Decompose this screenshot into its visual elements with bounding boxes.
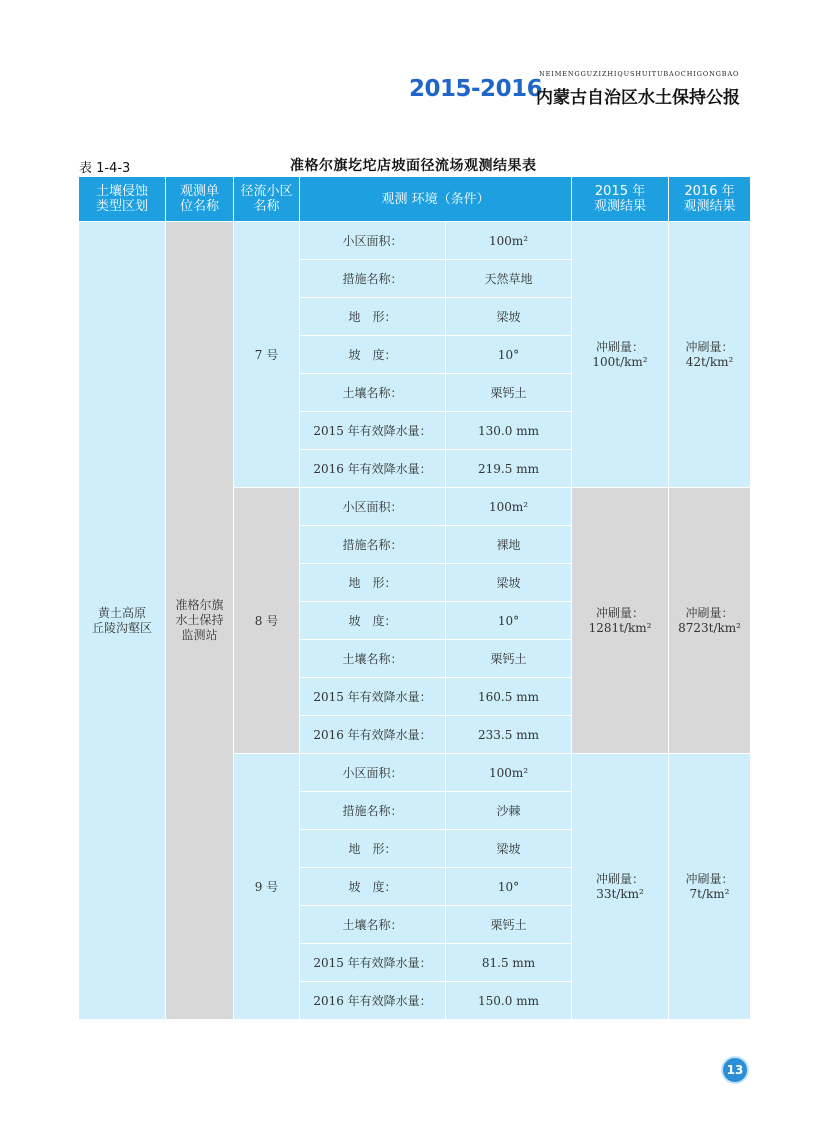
condition-label: 措施名称：: [300, 792, 446, 830]
header-2015: 2015 年 观测结果: [572, 177, 669, 222]
condition-value: 10°: [446, 868, 572, 906]
header-region: 土壤侵蚀 类型区划: [79, 177, 166, 222]
result-2016-cell: 冲刷量： 8723t/km²: [669, 488, 751, 754]
header-station: 观测单 位名称: [166, 177, 234, 222]
condition-label: 土壤名称：: [300, 640, 446, 678]
condition-value: 100m²: [446, 222, 572, 260]
condition-value: 10°: [446, 602, 572, 640]
condition-label: 地 形：: [300, 564, 446, 602]
result-2016-cell: 冲刷量： 7t/km²: [669, 754, 751, 1020]
runoff-results-table: [78, 176, 751, 1020]
condition-label: 措施名称：: [300, 260, 446, 298]
condition-label: 2016 年有效降水量：: [300, 982, 446, 1020]
condition-label: 2016 年有效降水量：: [300, 450, 446, 488]
condition-value: 160.5 mm: [446, 678, 572, 716]
condition-value: 裸地: [446, 526, 572, 564]
condition-value: 天然草地: [446, 260, 572, 298]
condition-label: 小区面积：: [300, 754, 446, 792]
condition-value: 150.0 mm: [446, 982, 572, 1020]
header-subtitle: NEIMENGGUZIZHIQUSHUITUBAOCHIGONGBAO: [539, 70, 740, 78]
table-header-row: [79, 177, 751, 222]
condition-label: 坡 度：: [300, 336, 446, 374]
page-header: [409, 66, 749, 106]
header-2016: 2016 年 观测结果: [669, 177, 751, 222]
condition-value: 栗钙土: [446, 906, 572, 944]
condition-label: 地 形：: [300, 298, 446, 336]
result-2015-cell: 冲刷量： 33t/km²: [572, 754, 669, 1020]
condition-value: 100m²: [446, 488, 572, 526]
condition-label: 土壤名称：: [300, 906, 446, 944]
condition-value: 81.5 mm: [446, 944, 572, 982]
condition-value: 10°: [446, 336, 572, 374]
condition-value: 219.5 mm: [446, 450, 572, 488]
table-number: 表 1-4-3: [79, 161, 131, 176]
condition-label: 土壤名称：: [300, 374, 446, 412]
condition-label: 2015 年有效降水量：: [300, 412, 446, 450]
condition-value: 233.5 mm: [446, 716, 572, 754]
condition-value: 栗钙土: [446, 640, 572, 678]
condition-value: 梁坡: [446, 298, 572, 336]
condition-label: 小区面积：: [300, 488, 446, 526]
table-row: [79, 222, 751, 260]
table-title: 准格尔旗圪坨店坡面径流场观测结果表: [290, 158, 537, 174]
station-cell: 准格尔旗 水土保持 监测站: [166, 222, 234, 1020]
condition-label: 坡 度：: [300, 602, 446, 640]
result-2016-cell: 冲刷量： 42t/km²: [669, 222, 751, 488]
condition-label: 地 形：: [300, 830, 446, 868]
page-number: 13: [721, 1056, 749, 1084]
plot-name-cell: 8 号: [234, 488, 300, 754]
condition-value: 栗钙土: [446, 374, 572, 412]
plot-name-cell: 9 号: [234, 754, 300, 1020]
condition-label: 2015 年有效降水量：: [300, 678, 446, 716]
header-plot: 径流小区 名称: [234, 177, 300, 222]
condition-value: 130.0 mm: [446, 412, 572, 450]
plot-name-cell: 7 号: [234, 222, 300, 488]
condition-label: 2016 年有效降水量：: [300, 716, 446, 754]
condition-label: 坡 度：: [300, 868, 446, 906]
condition-value: 梁坡: [446, 564, 572, 602]
result-2015-cell: 冲刷量： 1281t/km²: [572, 488, 669, 754]
condition-label: 小区面积：: [300, 222, 446, 260]
header-title: 内蒙古自治区水土保持公报: [536, 88, 740, 108]
condition-label: 2015 年有效降水量：: [300, 944, 446, 982]
condition-label: 措施名称：: [300, 526, 446, 564]
header-conditions: 观测 环境（条件）: [300, 177, 572, 222]
result-2015-cell: 冲刷量： 100t/km²: [572, 222, 669, 488]
condition-value: 沙棘: [446, 792, 572, 830]
condition-value: 100m²: [446, 754, 572, 792]
condition-value: 梁坡: [446, 830, 572, 868]
region-cell: 黄土高原 丘陵沟壑区: [79, 222, 166, 1020]
header-year: 2015-2016: [409, 76, 543, 102]
